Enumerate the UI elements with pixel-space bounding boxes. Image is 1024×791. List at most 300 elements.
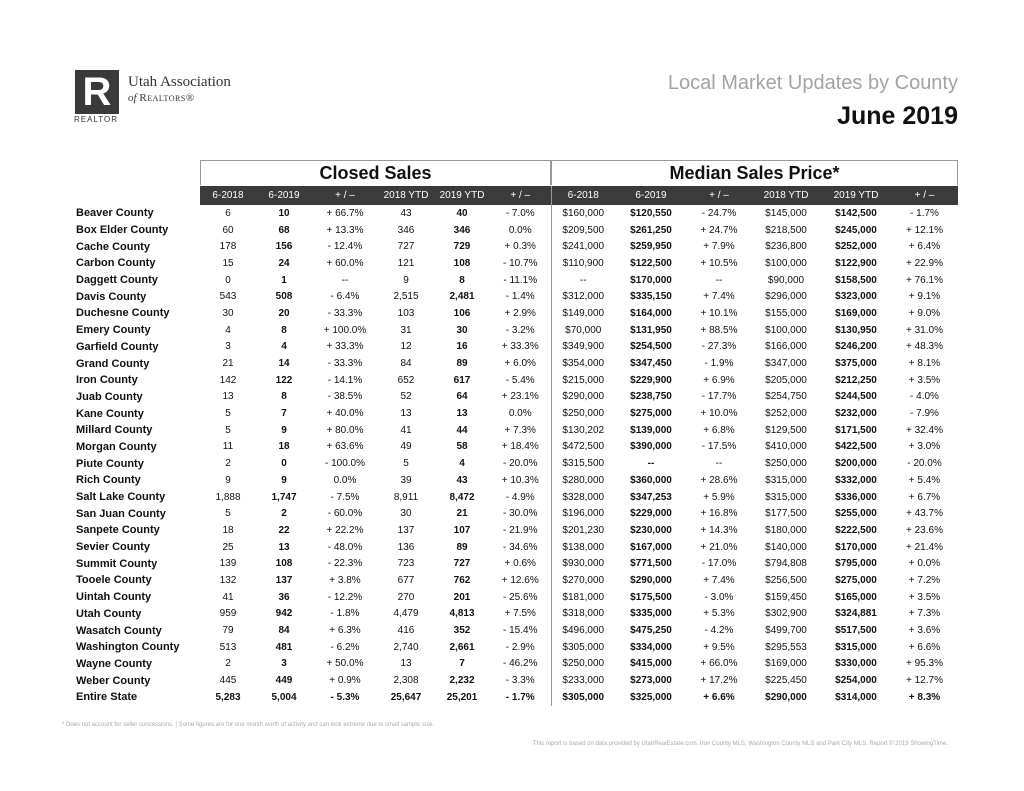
report-title: Local Market Updates by County <box>667 72 958 94</box>
table-cell: - 17.7% <box>701 391 737 403</box>
table-cell: + 60.0% <box>326 257 364 269</box>
table-cell: 2,232 <box>449 675 475 687</box>
table-cell: -- <box>551 272 615 289</box>
table-cell: - 1.4% <box>505 291 535 303</box>
table-row <box>70 255 958 272</box>
table-cell: 106 <box>453 307 471 319</box>
table-cell: - 7.5% <box>330 491 360 503</box>
table-cell: + 9.0% <box>908 307 941 319</box>
table-cell: + 9.1% <box>908 291 941 303</box>
table-cell: 12 <box>400 341 412 353</box>
table-row <box>70 322 958 339</box>
table-cell: + 88.5% <box>700 324 738 336</box>
table-cell: + 76.1% <box>906 274 943 286</box>
table-cell: 4 <box>281 341 287 353</box>
table-cell: + 8.3% <box>908 691 941 703</box>
table-cell: $233,000 <box>551 672 615 689</box>
table-cell: $250,000 <box>551 656 615 673</box>
table-cell: + 18.4% <box>501 441 539 453</box>
table-cell: -- <box>715 458 723 470</box>
table-cell: 2,740 <box>393 641 419 653</box>
median-price-header: Median Sales Price* <box>551 160 958 185</box>
table-cell: $218,500 <box>765 224 807 236</box>
table-cell: $145,000 <box>765 207 807 219</box>
table-cell: $212,250 <box>835 374 877 386</box>
table-cell: $181,000 <box>551 589 615 606</box>
table-cell: - 10.7% <box>503 257 538 269</box>
table-cell: + 66.7% <box>326 207 364 219</box>
table-cell: + 48.3% <box>906 341 943 353</box>
table-cell: $275,000 <box>835 574 877 586</box>
table-cell: 156 <box>275 241 293 253</box>
realtor-logo <box>75 70 123 118</box>
table-cell: - 6.4% <box>330 291 360 303</box>
table-cell: + 12.6% <box>501 574 539 586</box>
county-name: Duchesne County <box>76 307 170 320</box>
table-cell: $180,000 <box>765 524 807 536</box>
table-cell: 89 <box>456 541 468 553</box>
table-cell: + 7.4% <box>703 291 735 303</box>
table-row <box>70 555 958 572</box>
table-cell: 107 <box>453 524 471 536</box>
table-cell: 9 <box>281 424 287 436</box>
table-cell: - 1.7% <box>505 691 535 703</box>
table-cell: + 7.2% <box>908 574 941 586</box>
table-cell: 346 <box>397 224 415 236</box>
table-cell: 5 <box>225 424 231 436</box>
table-row <box>70 639 958 656</box>
table-cell: + 9.5% <box>703 641 735 653</box>
table-cell: - 6.2% <box>330 641 360 653</box>
table-cell: 21 <box>222 358 234 370</box>
county-name: Iron County <box>76 374 138 387</box>
table-cell: - 46.2% <box>503 658 538 670</box>
county-name: Tooele County <box>76 574 152 587</box>
table-cell: - 3.0% <box>704 591 734 603</box>
table-cell: $252,000 <box>765 408 807 420</box>
table-cell: $354,000 <box>551 355 615 372</box>
table-row <box>70 572 958 589</box>
table-cell: + 7.3% <box>908 608 941 620</box>
table-cell: $236,800 <box>765 241 807 253</box>
source-note: This report is based on data provided by UtahRealEstate.com, Iron County MLS, Washington County MLS and Park City MLS. Report © 2019 ShowingTime. <box>532 741 948 747</box>
table-cell: $130,202 <box>551 422 615 439</box>
table-cell: $324,881 <box>835 608 877 620</box>
table-cell: $170,000 <box>630 274 672 286</box>
table-cell: $250,000 <box>765 458 807 470</box>
table-cell: - 21.9% <box>503 524 538 536</box>
table-cell: $90,000 <box>767 274 805 286</box>
table-row <box>70 472 958 489</box>
table-cell: $201,230 <box>551 522 615 539</box>
county-name: Grand County <box>76 357 150 370</box>
table-cell: 617 <box>453 374 471 386</box>
table-cell: - 38.5% <box>327 391 363 403</box>
table-cell: $270,000 <box>551 572 615 589</box>
table-cell: $315,000 <box>835 641 877 653</box>
table-cell: 30 <box>400 508 412 520</box>
table-cell: 25,201 <box>446 691 478 703</box>
table-cell: + 16.8% <box>700 508 738 520</box>
table-cell: $200,000 <box>835 458 877 470</box>
table-cell: $290,000 <box>765 691 807 703</box>
table-cell: + 95.3% <box>906 658 943 670</box>
county-name: Salt Lake County <box>76 491 166 504</box>
table-cell: + 10.3% <box>501 474 539 486</box>
table-row <box>70 272 958 289</box>
table-cell: $100,000 <box>765 257 807 269</box>
realtor-r-icon: R <box>75 70 119 114</box>
org-line1: Utah Association <box>128 74 231 90</box>
table-cell: $129,500 <box>765 424 807 436</box>
table-cell: + 6.4% <box>908 241 941 253</box>
table-cell: + 80.0% <box>326 424 364 436</box>
col-header: 6-2018 <box>551 186 615 205</box>
county-name: San Juan County <box>76 507 166 520</box>
table-cell: $315,500 <box>551 455 615 472</box>
table-row <box>70 288 958 305</box>
table-cell: $415,000 <box>630 658 672 670</box>
table-cell: - 7.0% <box>505 207 535 219</box>
table-cell: - 22.3% <box>327 558 363 570</box>
table-cell: - 27.3% <box>701 341 737 353</box>
table-cell: 10 <box>278 207 290 219</box>
table-cell: 6 <box>225 207 231 219</box>
table-cell: $302,900 <box>765 608 807 620</box>
table-cell: 49 <box>400 441 412 453</box>
table-cell: 178 <box>219 241 237 253</box>
table-row <box>70 339 958 356</box>
county-name: Kane County <box>76 407 144 420</box>
table-cell: 25,647 <box>390 691 422 703</box>
table-cell: $517,500 <box>835 625 877 637</box>
table-cell: + 22.9% <box>906 257 943 269</box>
table-cell: $120,550 <box>630 207 672 219</box>
table-cell: $166,000 <box>765 341 807 353</box>
county-name: Entire State <box>76 691 138 704</box>
table-cell: $158,500 <box>835 274 877 286</box>
table-cell: 729 <box>453 241 471 253</box>
table-cell: 13 <box>400 658 412 670</box>
table-cell: 513 <box>219 641 237 653</box>
table-cell: 9 <box>281 474 287 486</box>
table-cell: 43 <box>456 474 468 486</box>
table-cell: 727 <box>453 558 471 570</box>
table-cell: 30 <box>456 324 468 336</box>
table-row <box>70 439 958 456</box>
table-cell: $139,000 <box>630 424 672 436</box>
table-cell: - 3.3% <box>505 675 535 687</box>
county-name: Cache County <box>76 240 150 253</box>
table-cell: $230,000 <box>630 524 672 536</box>
table-cell: 7 <box>281 408 287 420</box>
table-cell: 723 <box>397 558 415 570</box>
table-cell: 5 <box>403 458 409 470</box>
table-cell: + 12.7% <box>906 675 943 687</box>
table-cell: + 6.3% <box>329 625 361 637</box>
table-cell: 36 <box>278 591 290 603</box>
table-cell: $167,000 <box>630 541 672 553</box>
county-name: Garfield County <box>76 340 159 353</box>
table-cell: $205,000 <box>765 374 807 386</box>
table-cell: 13 <box>222 391 234 403</box>
closed-sales-header: Closed Sales <box>200 160 551 185</box>
table-cell: + 31.0% <box>906 324 943 336</box>
table-cell: + 7.3% <box>504 424 536 436</box>
table-cell: - 20.0% <box>503 458 538 470</box>
table-cell: $318,000 <box>551 606 615 623</box>
table-cell: $196,000 <box>551 505 615 522</box>
table-row <box>70 422 958 439</box>
table-row <box>70 355 958 372</box>
col-header: 2019 YTD <box>434 186 490 205</box>
table-cell: $334,000 <box>630 641 672 653</box>
table-cell: $422,500 <box>835 441 877 453</box>
table-cell: 8,911 <box>393 491 419 503</box>
table-cell: 942 <box>275 608 293 620</box>
table-cell: - 34.6% <box>503 541 538 553</box>
table-cell: 137 <box>397 524 415 536</box>
table-cell: $475,250 <box>630 625 672 637</box>
col-header: + / – <box>891 186 958 205</box>
table-cell: $347,253 <box>630 491 672 503</box>
table-cell: $165,000 <box>835 591 877 603</box>
table-cell: $390,000 <box>630 441 672 453</box>
table-cell: + 7.5% <box>504 608 536 620</box>
table-cell: $252,000 <box>835 241 877 253</box>
table-cell: $472,500 <box>551 439 615 456</box>
table-cell: $290,000 <box>551 389 615 406</box>
table-cell: + 63.6% <box>326 441 364 453</box>
table-cell: $335,000 <box>630 608 672 620</box>
table-cell: 121 <box>397 257 415 269</box>
table-cell: - 33.3% <box>327 358 363 370</box>
table-cell: + 0.0% <box>908 558 941 570</box>
table-cell: 2,308 <box>393 675 419 687</box>
table-cell: $499,700 <box>765 625 807 637</box>
table-cell: $375,000 <box>835 358 877 370</box>
table-cell: + 3.0% <box>908 441 941 453</box>
table-cell: $330,000 <box>835 658 877 670</box>
table-cell: + 32.4% <box>906 424 943 436</box>
county-name: Millard County <box>76 424 153 437</box>
table-cell: $177,500 <box>765 508 807 520</box>
table-cell: 727 <box>397 241 415 253</box>
table-cell: 122 <box>275 374 293 386</box>
table-row <box>70 205 958 222</box>
table-cell: $295,553 <box>765 641 807 653</box>
table-cell: $315,000 <box>765 474 807 486</box>
county-name: Weber County <box>76 674 151 687</box>
table-cell: + 10.1% <box>700 307 738 319</box>
table-cell: $273,000 <box>630 675 672 687</box>
table-cell: 8 <box>281 391 287 403</box>
table-row <box>70 489 958 506</box>
county-name: Daggett County <box>76 274 158 287</box>
table-cell: $171,500 <box>835 424 877 436</box>
table-cell: + 6.7% <box>908 491 941 503</box>
table-cell: 1,888 <box>215 491 241 503</box>
table-cell: 959 <box>219 608 237 620</box>
table-cell: + 33.3% <box>326 341 364 353</box>
table-cell: + 2.9% <box>504 307 536 319</box>
table-cell: 3 <box>225 341 231 353</box>
table-cell: -- <box>341 274 349 286</box>
table-cell: 64 <box>456 391 468 403</box>
table-cell: $332,000 <box>835 474 877 486</box>
table-cell: 2 <box>225 458 231 470</box>
table-cell: - 33.3% <box>327 307 363 319</box>
table-cell: $323,000 <box>835 291 877 303</box>
table-cell: - 5.3% <box>330 691 360 703</box>
table-cell: - 48.0% <box>327 541 363 553</box>
table-cell: 84 <box>278 625 290 637</box>
table-cell: + 0.9% <box>329 675 361 687</box>
table-cell: $254,500 <box>630 341 672 353</box>
table-cell: $238,750 <box>630 391 672 403</box>
table-cell: 8,472 <box>449 491 475 503</box>
table-cell: $241,000 <box>551 238 615 255</box>
table-cell: 4 <box>459 458 465 470</box>
table-cell: $305,000 <box>551 639 615 656</box>
table-cell: 108 <box>453 257 471 269</box>
table-cell: + 100.0% <box>323 324 367 336</box>
county-name: Summit County <box>76 557 158 570</box>
county-name: Sevier County <box>76 541 150 554</box>
table-cell: 18 <box>278 441 290 453</box>
table-cell: 0.0% <box>508 224 532 236</box>
table-cell: $360,000 <box>630 474 672 486</box>
table-cell: 0 <box>281 458 287 470</box>
table-cell: + 7.4% <box>703 574 735 586</box>
table-row <box>70 656 958 673</box>
table-row <box>70 522 958 539</box>
table-cell: + 3.6% <box>908 625 941 637</box>
table-cell: 30 <box>222 307 234 319</box>
table-cell: 136 <box>397 541 415 553</box>
table-cell: 13 <box>400 408 412 420</box>
table-cell: + 6.6% <box>908 641 941 653</box>
table-cell: 2,481 <box>449 291 475 303</box>
table-cell: $347,450 <box>630 358 672 370</box>
table-cell: $261,250 <box>630 224 672 236</box>
table-cell: 60 <box>222 224 234 236</box>
table-cell: - 4.2% <box>704 625 734 637</box>
logo-caption: REALTOR <box>74 115 119 124</box>
table-cell: $347,000 <box>765 358 807 370</box>
table-cell: + 23.6% <box>906 524 943 536</box>
table-cell: $795,000 <box>835 558 877 570</box>
table-cell: 108 <box>275 558 293 570</box>
table-cell: $232,000 <box>835 408 877 420</box>
table-cell: $256,500 <box>765 574 807 586</box>
table-cell: + 33.3% <box>501 341 539 353</box>
table-cell: - 17.5% <box>701 441 737 453</box>
table-cell: 652 <box>397 374 415 386</box>
table-row <box>70 389 958 406</box>
county-name: Morgan County <box>76 440 157 453</box>
table-cell: 2 <box>225 658 231 670</box>
table-cell: 52 <box>400 391 412 403</box>
table-cell: - 4.9% <box>505 491 535 503</box>
table-cell: $215,000 <box>551 372 615 389</box>
col-header: + / – <box>687 186 751 205</box>
table-row <box>70 606 958 623</box>
org-line2: of Realtors® <box>128 92 195 104</box>
table-cell: + 5.3% <box>703 608 735 620</box>
table-cell: + 22.2% <box>326 524 364 536</box>
report-date: June 2019 <box>837 102 958 130</box>
table-cell: $325,000 <box>630 691 672 703</box>
table-cell: 481 <box>275 641 293 653</box>
table-cell: $170,000 <box>835 541 877 553</box>
table-cell: $280,000 <box>551 472 615 489</box>
table-cell: 5,004 <box>271 691 297 703</box>
table-cell: 1 <box>281 274 287 286</box>
table-cell: $349,900 <box>551 339 615 356</box>
organization-name <box>128 74 231 105</box>
table-cell: $328,000 <box>551 489 615 506</box>
table-cell: 139 <box>219 558 237 570</box>
table-cell: + 50.0% <box>326 658 364 670</box>
table-cell: $131,950 <box>630 324 672 336</box>
col-header: 6-2019 <box>256 186 312 205</box>
table-cell: -- <box>715 274 723 286</box>
table-cell: $246,200 <box>835 341 877 353</box>
table-cell: 5 <box>225 508 231 520</box>
table-cell: 5,283 <box>215 691 241 703</box>
col-header: 2018 YTD <box>378 186 434 205</box>
col-header: + / – <box>490 186 551 205</box>
table-cell: - 12.4% <box>327 241 363 253</box>
table-cell: + 0.6% <box>504 558 536 570</box>
table-cell: + 17.2% <box>700 675 738 687</box>
county-name: Piute County <box>76 457 144 470</box>
county-name: Juab County <box>76 390 143 403</box>
table-cell: 68 <box>278 224 290 236</box>
table-cell: 352 <box>453 625 471 637</box>
table-cell: - 60.0% <box>327 508 363 520</box>
county-table <box>70 186 958 706</box>
table-cell: + 10.5% <box>700 257 738 269</box>
table-row <box>70 589 958 606</box>
table-cell: $169,000 <box>765 658 807 670</box>
table-cell: $314,000 <box>835 691 877 703</box>
table-cell: $255,000 <box>835 508 877 520</box>
table-cell: $159,450 <box>765 591 807 603</box>
table-cell: $130,950 <box>835 324 877 336</box>
table-cell: 445 <box>219 675 237 687</box>
table-cell: 0 <box>225 274 231 286</box>
table-cell: 31 <box>400 324 412 336</box>
table-cell: 58 <box>456 441 468 453</box>
table-row <box>70 238 958 255</box>
column-header-row <box>70 186 958 205</box>
table-cell: + 66.0% <box>700 658 738 670</box>
table-cell: 508 <box>275 291 293 303</box>
table-cell: 41 <box>400 424 412 436</box>
table-cell: 89 <box>456 358 468 370</box>
table-cell: + 21.0% <box>700 541 738 553</box>
county-name: Sanpete County <box>76 524 160 537</box>
table-cell: + 5.4% <box>908 474 941 486</box>
table-cell: $229,900 <box>630 374 672 386</box>
table-cell: $110,900 <box>551 255 615 272</box>
county-name: Box Elder County <box>76 224 169 237</box>
table-cell: - 1.9% <box>704 358 734 370</box>
table-cell: - 17.0% <box>701 558 737 570</box>
table-cell: 44 <box>456 424 468 436</box>
